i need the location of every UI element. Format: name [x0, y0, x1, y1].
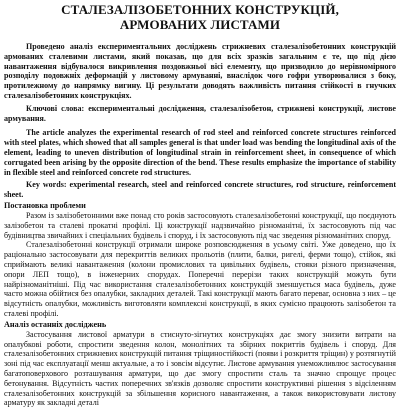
section-heading-analysis: Аналіз останніх досліджень — [4, 319, 107, 329]
keywords-english-text: experimental research, steel and reinforced concrete structures, rod structure, reinforcement sheet. — [4, 180, 397, 200]
title-line-2: АРМОВАНИХ ЛИСТАМИ — [119, 17, 281, 32]
paper-page — [0, 2, 400, 408]
keywords-english-label: Key words: — [26, 180, 67, 190]
paper-title — [4, 2, 396, 32]
section-problem-paragraph-2: Сталезалізобетонні конструкції отримали широке розповсюдження в усьому світі. Уже доведено, що їх раціонально застосовувати для перекриттів великих прольотів (плити, балки, ригелі, ферми тощо), стійок, які сприймають великі навантаження (колони промислових та цивільних будівель, стояки різного призначення, опори ЛЕП тощо), в інженерних спорудах. Поперечні перерізи таких конструкцій можуть бути найрізноманітніші. Під час використання сталезалізобетонних конструкцій зменшується маса будівель, дуже часто можна обійтися без опалубки, закладних деталей. Такі конструкції мають багато переваг, основна з них – це відсутність опалубки, можливість виготовляти комплексні конструкції, в яких сумісно працюють залізобетон та сталеві профілі. — [4, 240, 396, 318]
section-problem-paragraph-1: Разом із залізобетонними вже понад сто років застосовують сталезалізобетонні конструкції, що поєднують залізобетон та сталеві прокатні профілі. Ці конструкції надзвичайно різноманітні, їх застосовують під час будівництва звичайних і спеціальних будівель і споруд, і їх застосовують під час зведення різноманітних споруд. — [4, 210, 396, 240]
keywords-ukrainian-label: Ключові слова: — [26, 103, 85, 113]
abstract-ukrainian: Проведено аналіз експериментальних досліджень стрижневих сталезалізобетонних конструкцій армованих сталевими листами, який показав, що для всіх зразків загальним є те, що під дією навантаження відбувалося викривлення поздовжньої вісі елементу, що призводило до нерівномірного розподілу подовжніх деформацій у листовому армуванні, внаслідок чого гофри утворювалися з боку, протилежному до напрямку вигину. Ці результати доводять важливість питання стійкості в гнучких сталезалізобетонних конструкціях. — [4, 42, 396, 100]
keywords-ukrainian-text: експериментальні дослідження, сталезалізобетон, стрижневі конструкції, листове армування. — [4, 103, 397, 123]
keywords-ukrainian — [4, 104, 396, 124]
keywords-english — [4, 180, 396, 200]
section-heading-problem: Постановка проблеми — [4, 200, 86, 210]
section-analysis-paragraph-1: Застосування листової арматури в стиснуто-зігнутих конструкціях дає змогу знизити витрати на опалубкові роботи, спростити зведення колон, монолітних та збірних покриттів будівель і споруд. Для сталезалізобетонних стрижневих конструкцій питання тріщиностійкості (появи і розкриття тріщин) у розтягнутій зоні під час експлуатації менш актуальне, а то і зовсім відсутнє. Листове армування унеможливлює застосування багатоповерхового розташування арматури, що дає змогу спростити сталь та значно спрощує процес бетонування. Відсутність частих поперечних зв'язків дозволяє спростити конструктивні рішення з відсіленням сталезалізобетонних конструкцій за збільшення корисного навантаження, а також використовувати листову арматуру як закладні деталі — [4, 329, 396, 408]
abstract-english: The article analyzes the experimental research of rod steel and reinforced concrete structures reinforced with steel plates, which showed that all samples general is that under load was bending the longitudinal axis of the element, leading to uneven distribution of longitudinal strain in reinforcement sheet, in consequence of which corrugated been arising by the opposite direction of the bend. These results emphasize the importance of stability in flexible steel and reinforced concrete rod structures. — [4, 128, 396, 177]
title-line-1: СТАЛЕЗАЛІЗОБЕТОННИХ КОНСТРУКЦІЙ, — [61, 2, 339, 17]
